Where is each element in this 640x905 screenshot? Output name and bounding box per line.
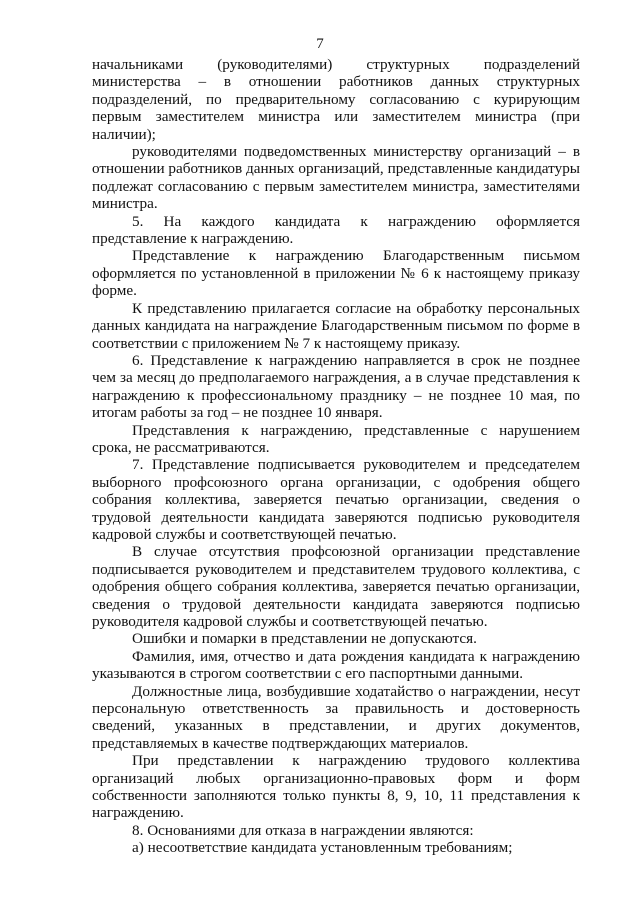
paragraph-7: Представления к награждению, представленные с нарушением срока, не рассматриваются. [92,421,580,456]
paragraph-6: 6. Представление к награждению направляется в срок не позднее чем за месяц до предполагаемого награждения, а в случае представления к награждению к профессиональному празднику – не позднее 10 мая, по итогам работы за год – не позднее 10 января. [92,351,580,422]
paragraph-8: 7. Представление подписывается руководителем и председателем выборного профсоюзного органа организации, с одобрения общего собрания коллектива, заверяется печатью организации, сведения о трудовой деятельности кандидата заверяются подписью руководителя кадровой службы и соответствующей печатью. [92,456,580,543]
paragraph-10: Ошибки и помарки в представлении не допускаются. [132,630,477,648]
paragraph-5: К представлению прилагается согласие на обработку персональных данных кандидата на награждение Благодарственным письмом по форме в соответствии с приложением № 7 к настоящему приказу. [92,299,580,352]
paragraph-9: В случае отсутствия профсоюзной организации представление подписывается руководителем и представителем трудового коллектива, с одобрения общего собрания коллектива, заверяется печатью организации, сведения о трудовой деятельности кандидата заверяются подписью руководителя кадровой службы и соответствующей печатью. [92,543,580,630]
paragraph-2: руководителями подведомственных министерству организаций – в отношении работников данных организаций, представленные кандидатуры подлежат согласованию с первым заместителем министра, заместителями министра. [92,143,580,213]
paragraph-15: а) несоответствие кандидата установленным требованиям; [132,839,513,857]
paragraph-4: Представление к награждению Благодарственным письмом оформляется по установленной в приложении № 6 к настоящему приказу форме. [92,247,580,300]
document-body [92,56,580,857]
paragraph-11: Фамилия, имя, отчество и дата рождения кандидата к награждению указываются в строгом соответствии с его паспортными данными. [92,647,580,683]
page-number: 7 [316,36,324,52]
paragraph-3: 5. На каждого кандидата к награждению оформляется представление к награждению. [92,212,580,248]
paragraph-13: При представлении к награждению трудового коллектива организаций любых организационно-правовых форм и форм собственности заполняются только пункты 8, 9, 10, 11 представления к награждению. [92,752,580,822]
paragraph-14: 8. Основаниями для отказа в награждении являются: [132,821,474,839]
paragraph-12: Должностные лица, возбудившие ходатайство о награждении, несут персональную ответственность за правильность и достоверность сведений, указанных в представлении, и других документов, представляемых в качестве подтверждающих материалов. [92,682,580,752]
paragraph-1: начальниками (руководителями) структурных подразделений министерства – в отношении работников данных структурных подразделений, по предварительному согласованию с курирующим первым заместителем министра или заместителем министра (при наличии); [92,56,580,143]
